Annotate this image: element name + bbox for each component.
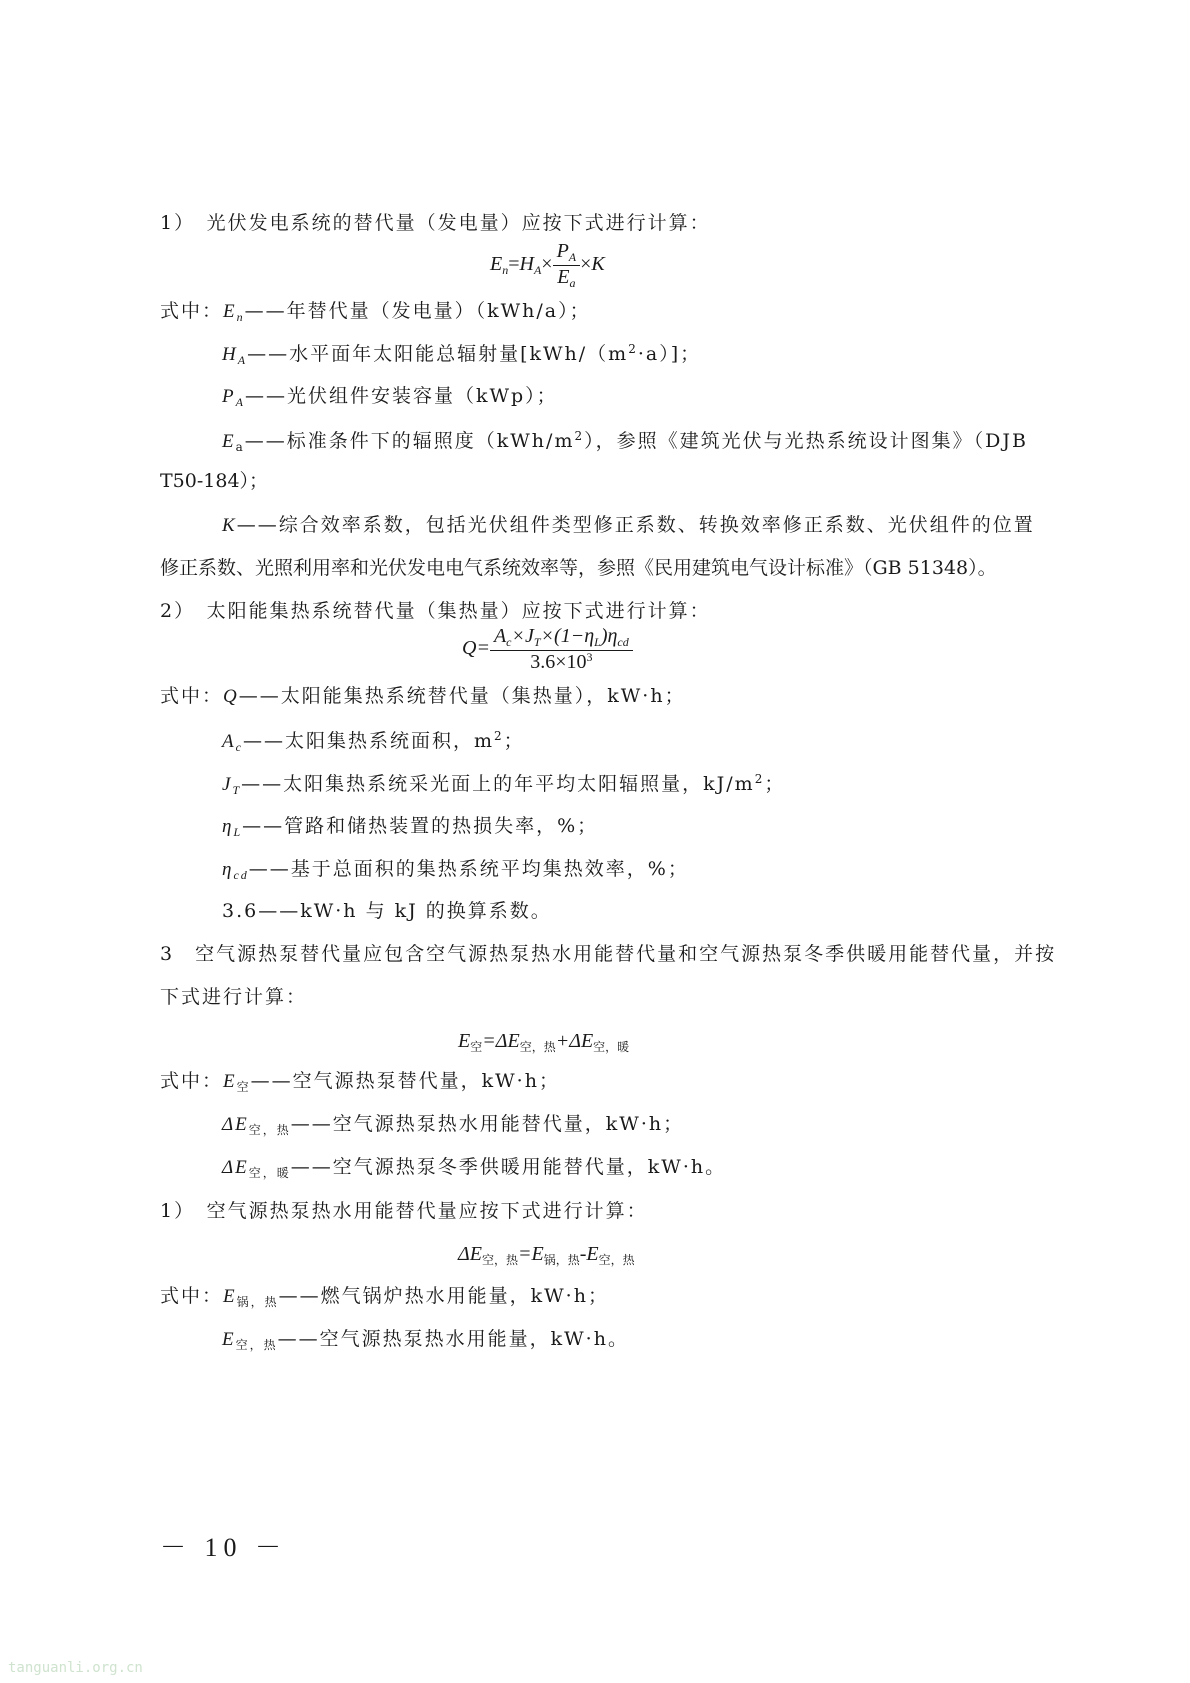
item-3-line-2: 下式进行计算：	[160, 986, 308, 1008]
def-pa: $P_A——$光伏组件安装容量（kWp）；	[222, 385, 558, 409]
def-en: 式中：$E_n——$年替代量（发电量）（kWh/a）；	[160, 300, 591, 324]
def-ea: $E_a——$标准条件下的辐照度$(kWh/m^2)$，参照《建筑光伏与光热系统设计图集》（DJB	[222, 429, 1028, 454]
item-3-1-title: 1） 空气源热泵热水用能替代量应按下式进行计算：	[160, 1200, 648, 1222]
def-ac: $A_c——$太阳集热系统面积，$m^2$；	[222, 729, 525, 754]
equation-3: $E_空=\Delta E_{空,热}+\Delta E_{空,暖}$	[458, 1030, 630, 1054]
item-1-title: 1） 光伏发电系统的替代量（发电量）应按下式进行计算：	[160, 212, 711, 234]
def-3-6: 3.6——kW·h 与 kJ 的换算系数。	[222, 900, 552, 922]
def-jt: $J_T——$太阳集热系统采光面上的年平均太阳辐照量，$kJ/m^2$；	[222, 772, 786, 797]
def-e-kong: 式中：$E_空——$空气源热泵替代量，kW·h；	[160, 1070, 560, 1094]
def-k-continuation: 修正系数、光照利用率和光伏发电电气系统效率等，参照《民用建筑电气设计标准》（GB 51348）。	[160, 557, 997, 579]
def-delta-e-nuan: $\Delta E_{空,暖}——$空气源热泵冬季供暖用能替代量，kW·h。	[222, 1156, 727, 1180]
equation-4: $\Delta E_{空,热}=E_{锅,热}-E_{空,热}$	[458, 1243, 635, 1267]
def-e-kong-re: $E_{空,热}——$空气源热泵热水用能量，kW·h。	[222, 1328, 629, 1352]
page-number: － 10 －	[160, 1533, 288, 1562]
def-q: 式中：Q——太阳能集热系统替代量（集热量），kW·h；	[160, 685, 686, 707]
def-k: K——综合效率系数，包括光伏组件类型修正系数、转换效率修正系数、光伏组件的位置	[222, 514, 1035, 536]
equation-1: $E_n=H_A\times$ $\frac{P_A}{E_a}$ ×K	[490, 240, 605, 290]
watermark: tanguanli.org.cn	[8, 1660, 143, 1676]
item-2-title: 2） 太阳能集热系统替代量（集热量）应按下式进行计算：	[160, 600, 711, 622]
item-3-line-1: 3 空气源热泵替代量应包含空气源热泵热水用能替代量和空气源热泵冬季供暖用能替代量，并按	[160, 943, 1057, 965]
def-ha: $H_A——$水平面年太阳能总辐射量$[kWh/(m^2\cdot a)]$；	[222, 342, 702, 367]
def-eta-cd: $\eta_{cd}——$基于总面积的集热系统平均集热效率，%；	[222, 858, 689, 882]
def-ea-continuation: T50-184）；	[160, 470, 269, 492]
fraction: $\frac{P_A}{E_a}$	[553, 240, 581, 291]
def-eta-l: $\eta_L——$管路和储热装置的热损失率，%；	[222, 815, 599, 839]
fraction: $\frac{A_c\times J_T\times(1-\eta_L)\eta_{cd}}{3.6\times 10^3}$	[490, 625, 633, 674]
equation-2: Q= $\frac{A_c\times J_T\times(1-\eta_L)\eta_{cd}}{3.6\times 10^3}$	[462, 625, 633, 674]
def-delta-e-re: $\Delta E_{空,热}——$空气源热泵热水用能替代量，kW·h；	[222, 1113, 685, 1137]
def-e-guo-re: 式中：$E_{锅,热}——$燃气锅炉热水用能量，kW·h；	[160, 1285, 609, 1309]
